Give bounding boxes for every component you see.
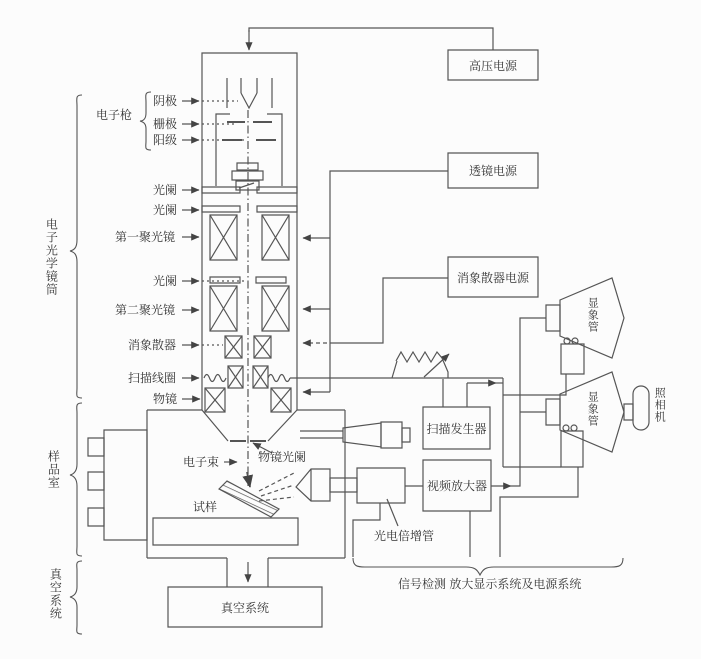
box-lens-supply: 透镜电源 — [468, 164, 517, 178]
label-objective-aperture: 物镜光阑 — [258, 450, 307, 464]
box-video-amplifier: 视频放大器 — [426, 479, 487, 493]
specimen-holder — [219, 473, 294, 517]
label-aperture-3: 光阑 — [153, 274, 178, 288]
aperture-micrometer — [300, 422, 410, 448]
label-electron-beam: 电子束 — [183, 455, 220, 469]
label-stigmator: 消象散器 — [128, 338, 177, 352]
label-crt-bottom: 显象管 — [586, 391, 599, 427]
electron-gun-filament — [227, 78, 272, 108]
aperture-plates — [202, 187, 297, 283]
label-scan-coils: 扫描线圈 — [128, 371, 177, 385]
label-signal-system: 信号检测 放大显示系统及电源系统 — [398, 577, 582, 591]
label-specimen: 试样 — [193, 500, 218, 514]
label-electron-optical-column: 电子光学镜筒 — [44, 218, 59, 296]
box-scan-generator: 扫描发生器 — [426, 421, 487, 436]
label-cathode: 阴极 — [153, 94, 178, 108]
label-objective: 物镜 — [153, 392, 178, 406]
lens-supply-wire — [303, 171, 448, 392]
label-first-condenser: 第一聚光镜 — [115, 230, 176, 244]
beam-axis — [247, 110, 250, 487]
label-vacuum-section: 真空系统 — [48, 568, 63, 620]
gun-anode-plates — [216, 114, 282, 186]
section-braces — [70, 92, 623, 634]
label-photomultiplier: 光电倍增管 — [374, 529, 435, 543]
second-condenser-lens — [210, 286, 289, 331]
box-stigmator-supply: 消象散器电源 — [456, 270, 529, 285]
detector-assembly — [296, 468, 405, 526]
label-grid: 栅极 — [153, 117, 178, 131]
label-sample-chamber: 样品室 — [46, 450, 61, 489]
box-high-voltage-supply: 高压电源 — [468, 58, 517, 73]
label-camera: 照相机 — [653, 387, 666, 423]
camera-shape — [624, 386, 649, 430]
label-aperture-1: 光阑 — [153, 183, 178, 197]
label-leaders — [182, 101, 272, 462]
label-aperture-2: 光阑 — [153, 203, 178, 217]
stigmator-supply-wire — [202, 278, 448, 345]
box-vacuum-system: 真空系统 — [220, 600, 269, 615]
label-crt-top: 显象管 — [586, 297, 599, 333]
column-outline — [202, 53, 297, 441]
label-anode: 阳级 — [153, 133, 178, 147]
high-voltage-wire — [249, 28, 493, 50]
sample-chamber-outline — [88, 410, 345, 558]
label-second-condenser: 第二聚光镜 — [115, 303, 176, 317]
first-condenser-lens — [210, 215, 289, 260]
scan-coil-assembly — [204, 366, 290, 388]
label-electron-gun: 电子枪 — [96, 108, 133, 122]
